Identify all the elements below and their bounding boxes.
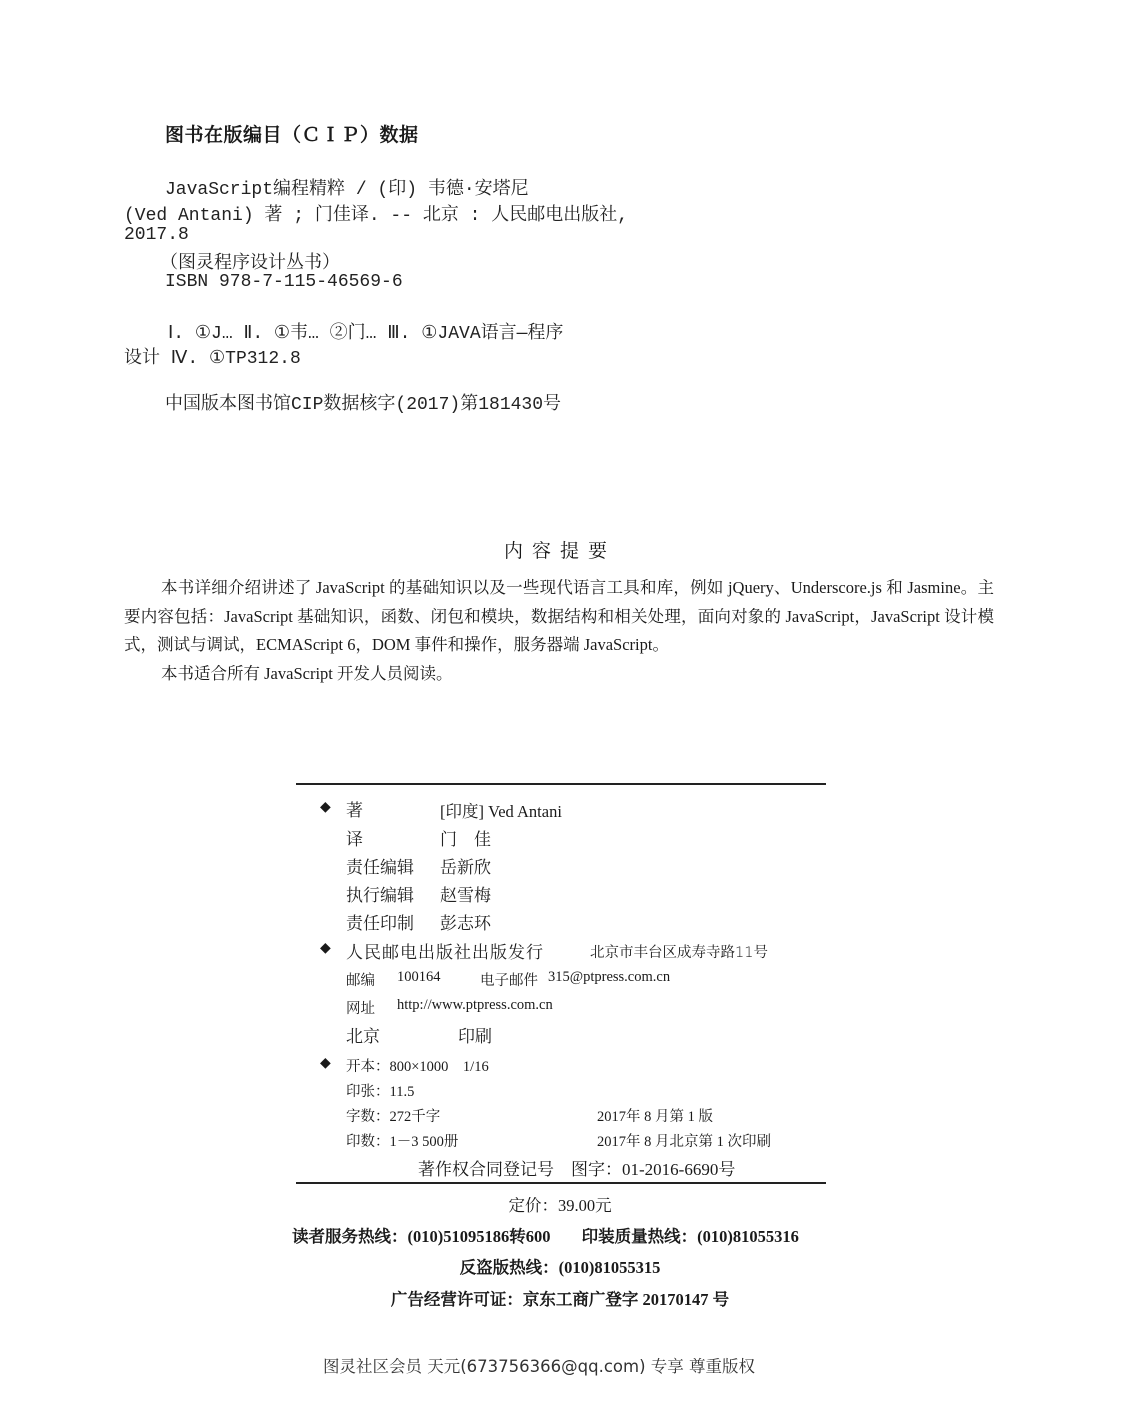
cip-line-title: JavaScript编程精粹 / (印) 韦德·安塔尼 <box>165 180 529 200</box>
credit-role-exec-editor: 执行编辑 <box>346 886 414 906</box>
cip-line-series: （图灵程序设计丛书） <box>160 254 340 274</box>
publisher-address: 北京市丰台区成寿寺路11号 <box>590 945 768 961</box>
credit-name-print-manager: 彭志环 <box>440 914 491 934</box>
email-value: 315@ptpress.com.cn <box>548 969 671 985</box>
postcode-value: 100164 <box>397 969 441 985</box>
credit-role-editor: 责任编辑 <box>346 858 414 878</box>
spec-edition: 2017年 8 月第 1 版 <box>597 1109 713 1125</box>
print-quality-hotline: 印装质量热线：(010)81055316 <box>581 1227 799 1246</box>
hotline-row <box>292 1223 799 1247</box>
ad-license: 广告经营许可证：京东工商广登字 20170147 号 <box>390 1290 730 1309</box>
credit-role-author: 著 <box>346 801 363 821</box>
bullet-diamond-icon: ◆ <box>320 940 331 956</box>
spec-words: 字数：272千字 <box>346 1109 441 1125</box>
postcode-label: 邮编 <box>346 973 375 989</box>
bullet-diamond-icon: ◆ <box>320 799 331 815</box>
cip-verification: 中国版本图书馆CIP数据核字(2017)第181430号 <box>165 395 562 415</box>
cip-title: 图书在版编目（ＣＩＰ）数据 <box>165 124 419 146</box>
summary-title: 内容提要 <box>503 540 616 562</box>
credit-role-print-manager: 责任印制 <box>346 914 414 934</box>
credit-name-exec-editor: 赵雪梅 <box>440 886 491 906</box>
website-label: 网址 <box>346 1001 375 1017</box>
printer-label: 印刷 <box>458 1027 492 1047</box>
price: 定价：39.00元 <box>508 1196 612 1215</box>
cip-line-date: 2017.8 <box>124 225 189 245</box>
spec-format: 开本：800×1000 1/16 <box>346 1059 489 1075</box>
cip-line-author: (Ved Antani) 著 ; 门佳译. -- 北京 : 人民邮电出版社, <box>124 206 629 226</box>
watermark-footer: 图灵社区会员 天元(673756366@qq.com) 专享 尊重版权 <box>323 1357 756 1376</box>
copyright-registration: 著作权合同登记号 图字：01-2016-6690号 <box>418 1160 736 1179</box>
cip-line-isbn: ISBN 978-7-115-46569-6 <box>165 272 403 292</box>
summary-paragraph-2: 本书适合所有 JavaScript 开发人员阅读。 <box>161 664 453 683</box>
summary-paragraph-1: 本书详细介绍讲述了 JavaScript 的基础知识以及一些现代语言工具和库，例如 jQuery、Underscore.js 和 Jasmine。主要内容包括：JavaScript 基础知识，函数、闭包和模块，数据结构和相关处理，面向对象的 JavaScript，JavaScript 设计模式，测试与调试，ECMAScript 6，DOM 事件和操作，服务器端 JavaScript。 <box>124 578 994 654</box>
credit-name-author: [印度] Ved Antani <box>440 802 562 821</box>
credit-name-translator: 门 佳 <box>440 830 491 850</box>
publisher-name: 人民邮电出版社出版发行 <box>346 943 544 963</box>
website-link[interactable]: http://www.ptpress.com.cn <box>397 997 553 1013</box>
spec-sheets: 印张：11.5 <box>346 1084 415 1100</box>
colophon-bottom-rule <box>296 1182 826 1184</box>
spec-printing: 2017年 8 月北京第 1 次印刷 <box>597 1134 771 1150</box>
reader-service-hotline: 读者服务热线：(010)51095186转600 <box>292 1227 551 1246</box>
cip-classification-1: Ⅰ. ①J… Ⅱ. ①韦… ②门… Ⅲ. ①JAVA语言—程序 <box>168 324 564 344</box>
printer-city: 北京 <box>346 1027 380 1047</box>
bullet-diamond-icon: ◆ <box>320 1055 331 1071</box>
credit-role-translator: 译 <box>346 830 363 850</box>
credit-name-editor: 岳新欣 <box>440 858 491 878</box>
anti-piracy-hotline: 反盗版热线：(010)81055315 <box>459 1258 661 1277</box>
colophon-top-rule <box>296 783 826 785</box>
email-label: 电子邮件 <box>480 973 538 989</box>
spec-copies: 印数：1－3 500册 <box>346 1134 459 1150</box>
cip-classification-2: 设计 Ⅳ. ①TP312.8 <box>124 349 301 369</box>
